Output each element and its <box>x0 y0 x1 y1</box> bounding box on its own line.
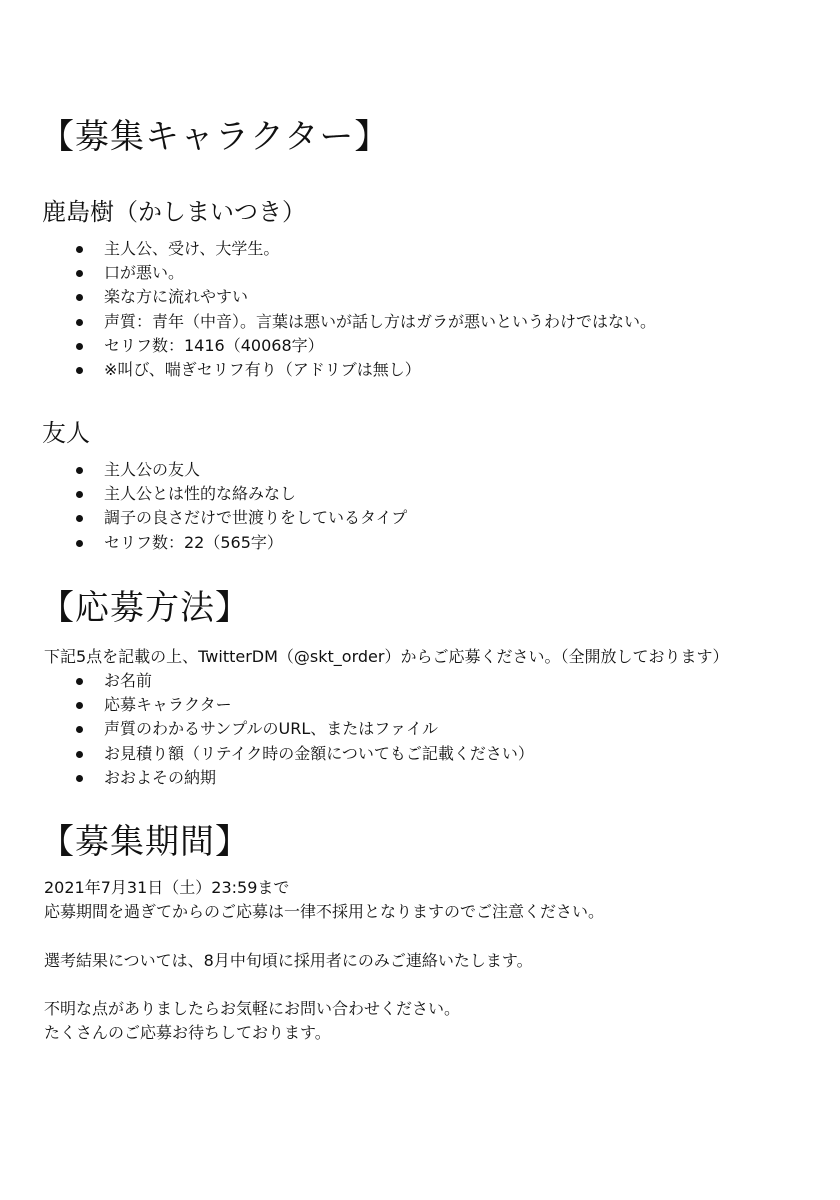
list-item <box>74 693 534 717</box>
list-item <box>74 237 656 261</box>
list-item <box>74 766 534 790</box>
bullet-dot <box>76 246 83 253</box>
list-item-text: 口が悪い。 <box>104 263 185 283</box>
bullet-dot <box>76 343 83 350</box>
list-item-text: 主人公とは性的な絡みなし <box>104 484 297 504</box>
bullet-dot <box>76 678 83 685</box>
list-item <box>74 717 534 741</box>
character-name-kashima: 鹿島樹（かしまいつき） <box>42 198 306 226</box>
list-item <box>74 334 656 358</box>
list-item <box>74 506 407 530</box>
closing-text: たくさんのご応募お待ちしております。 <box>44 1023 331 1042</box>
contact-notice-text: 不明な点がありましたらお気軽にお問い合わせください。 <box>44 999 461 1018</box>
bullet-dot <box>76 467 83 474</box>
bullet-dot <box>76 491 83 498</box>
list-item <box>74 285 656 309</box>
list-item-text: ※叫び、喘ぎセリフ有り（アドリブは無し） <box>104 359 421 379</box>
list-item <box>74 310 656 334</box>
list-item-text: お名前 <box>104 671 153 690</box>
bullet-dot <box>76 515 83 522</box>
list-item-text: 主人公の友人 <box>104 460 201 479</box>
list-item-text: 応募キャラクター <box>104 695 232 715</box>
section-heading-recruit-period: 【募集期間】 <box>40 822 250 862</box>
list-item-text: 調子の良さだけで世渡りをしているタイプ <box>104 508 408 528</box>
bullet-dot <box>76 319 83 326</box>
list-item-text: セリフ数：1416（40068字） <box>104 335 324 355</box>
list-item <box>74 261 656 285</box>
list-item-text: 主人公、受け、大学生。 <box>104 239 280 258</box>
application-bullets <box>74 669 534 790</box>
deadline-text: 2021年7月31日（土）23:59まで <box>44 878 290 897</box>
list-item <box>74 531 407 555</box>
application-intro: 下記5点を記載の上、TwitterDM（@skt_order）からご応募ください。（全開放しております） <box>44 647 729 666</box>
bullet-dot <box>76 367 83 374</box>
section-heading-application-method: 【応募方法】 <box>40 588 250 628</box>
list-item-text: セリフ数：22（565字） <box>104 532 283 552</box>
character-bullets-friend <box>74 458 407 555</box>
bullet-dot <box>76 751 83 758</box>
list-item <box>74 482 407 506</box>
bullet-dot <box>76 702 83 709</box>
late-notice-text: 応募期間を過ぎてからのご応募は一律不採用となりますのでご注意ください。 <box>44 902 605 921</box>
list-item <box>74 458 407 482</box>
section-heading-recruit-characters: 【募集キャラクター】 <box>40 117 390 157</box>
list-item-text: 声質のわかるサンプルのURL、またはファイル <box>104 719 438 739</box>
list-item-text: 声質：青年（中音）。言葉は悪いが話し方はガラが悪いというわけではない。 <box>104 311 657 331</box>
list-item <box>74 669 534 693</box>
bullet-dot <box>76 775 83 782</box>
results-notice-text: 選考結果については、8月中旬頃に採用者にのみご連絡いたします。 <box>44 951 533 970</box>
bullet-dot <box>76 540 83 547</box>
list-item <box>74 742 534 766</box>
list-item <box>74 358 656 382</box>
list-item-text: 楽な方に流れやすい <box>104 287 249 307</box>
bullet-dot <box>76 270 83 277</box>
bullet-dot <box>76 726 83 733</box>
character-name-friend: 友人 <box>42 419 90 447</box>
list-item-text: おおよその納期 <box>104 767 217 787</box>
character-bullets-kashima <box>74 237 656 382</box>
bullet-dot <box>76 294 83 301</box>
list-item-text: お見積り額（リテイク時の金額についてもご記載ください） <box>104 743 534 763</box>
